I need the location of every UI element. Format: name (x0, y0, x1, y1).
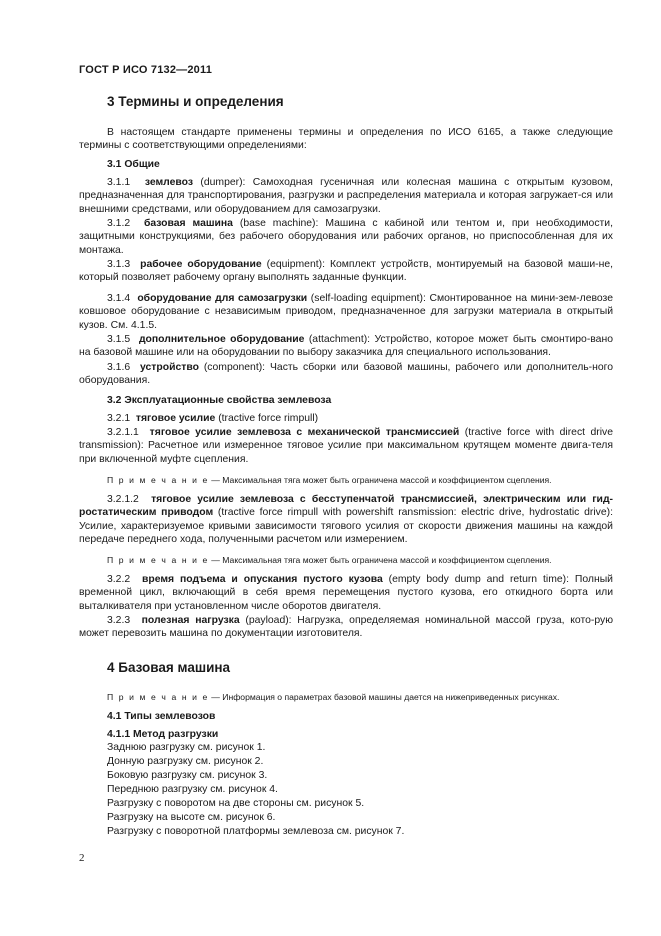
list-item: Разгрузку с поворотом на две стороны см. рисунок 5. (107, 798, 365, 809)
section-4-title: 4 Базовая машина (107, 660, 231, 675)
term-3-1-2: 3.1.2 базовая машина (base machine): Машина с кабиной или тентом и, при необходимости, защитными конструкциями, без рабочего оборудования или рабочих органов, но приспособленная для их монтажа. (79, 218, 613, 256)
term-3-2-2: 3.2.2 время подъема и опускания пустого кузова (empty body dump and return time): Полный временной цикл, включающий в себя время перемещения пустого кузова, его откидного борта или выталкивателя при установленном числе оборотов двигателя. (79, 574, 613, 612)
term-3-1-5: 3.1.5 дополнительное оборудование (attachment): Устройство, которое может быть смонтиро-вано на базовой машине или на оборудовании по выбору заказчика для специального использования. (79, 334, 613, 359)
page-number: 2 (79, 852, 85, 864)
note-3: П р и м е ч а н и е — Информация о параметрах базовой машины дается на нижеприведенных рисунках. (107, 692, 560, 702)
list-item: Разгрузку на высоте см. рисунок 6. (107, 812, 276, 823)
term-3-1-3: 3.1.3 рабочее оборудование (equipment): Комплект устройств, монтируемый на базовой маши-не, который позволяет рабочему органу выполнять заданные функции. (79, 259, 613, 284)
list-item: Боковую разгрузку см. рисунок 3. (107, 770, 268, 781)
term-3-1-1: 3.1.1 землевоз (dumper): Самоходная гусеничная или колесная машина с открытым кузовом, предназначенная для транспортирования, разгрузки и распределения материала и которая загружает-ся или внешними средствами, или оборудованием для самозагрузки. (79, 177, 614, 215)
term-3-2-1-2: 3.2.1.2 тяговое усилие землевоза с бесступенчатой трансмиссией, электрическим или гид-ростатическим приводом (tractive force rimpull with powershift ransmission: electric drive, hydrostatic drive): Усилие, характеризуемое кривыми зависимости тягового усилия от скорости движения машины на каждой передаче переднего хода, полученными расчетом или измерением. (79, 494, 613, 546)
term-3-1-6: 3.1.6 устройство (component): Часть сборки или базовой машины, рабочего или дополнитель-ного оборудования. (79, 362, 613, 387)
document-header: ГОСТ Р ИСО 7132—2011 (79, 64, 213, 76)
term-3-2-1-1: 3.2.1.1 тяговое усилие землевоза с механической трансмиссией (tractive force with direct drive transmission): Расчетное или измеренное тяговое усилие при максимальном крутящем моменте двига-теля при включенной муфте сцепления. (79, 427, 613, 465)
subsection-3-2: 3.2 Эксплуатационные свойства землевоза (107, 395, 332, 406)
term-3-2-1: 3.2.1 тяговое усилие (tractive force rimpull) (107, 413, 319, 424)
section-3-title: 3 Термины и определения (107, 94, 284, 109)
term-3-1-4: 3.1.4 оборудование для самозагрузки (self-loading equipment): Смонтированное на мини-зем-левозе ковшовое оборудование с независимым приводом, предназначенное для загрузки материала в открытый кузов. См. 4.1.5. (79, 293, 613, 331)
list-item: Заднюю разгрузку см. рисунок 1. (107, 742, 266, 753)
list-item: Переднюю разгрузку см. рисунок 4. (107, 784, 278, 795)
list-item: Донную разгрузку см. рисунок 2. (107, 756, 264, 767)
note-2: П р и м е ч а н и е — Максимальная тяга может быть ограничена массой и коэффициентом сцепления. (107, 555, 552, 565)
subsection-4-1-1: 4.1.1 Метод разгрузки (107, 729, 219, 740)
intro-paragraph: В настоящем стандарте применены термины и определения по ИСО 6165, а также следующие термины с соответствующими определениями: (79, 127, 613, 152)
note-1: П р и м е ч а н и е — Максимальная тяга может быть ограничена массой и коэффициентом сцепления. (107, 475, 552, 485)
subsection-4-1: 4.1 Типы землевозов (107, 711, 216, 722)
term-3-2-3: 3.2.3 полезная нагрузка (payload): Нагрузка, определяемая номинальной массой груза, кото-рую может перевозить машина по документации изготовителя. (79, 615, 613, 640)
subsection-3-1: 3.1 Общие (107, 159, 160, 170)
list-item: Разгрузку с поворотной платформы землевоза см. рисунок 7. (107, 826, 405, 837)
